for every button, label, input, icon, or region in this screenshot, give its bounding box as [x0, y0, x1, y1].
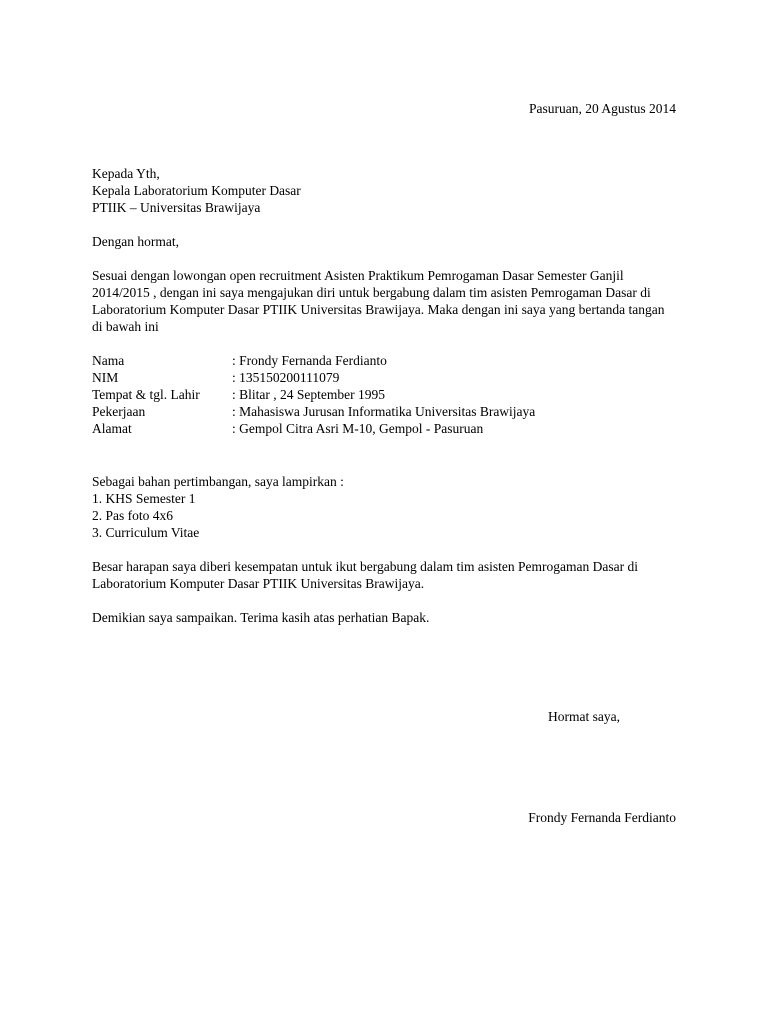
- attachments-intro: Sebagai bahan pertimbangan, saya lampirkan :: [92, 474, 344, 489]
- detail-value: : Blitar , 24 September 1995: [232, 387, 385, 402]
- detail-label: Tempat & tgl. Lahir: [92, 387, 200, 402]
- signature-name: Frondy Fernanda Ferdianto: [528, 810, 676, 825]
- attachment-item: 1. KHS Semester 1: [92, 491, 196, 506]
- detail-row: [92, 369, 676, 386]
- attachment-item: 3. Curriculum Vitae: [92, 525, 200, 540]
- final-paragraph: Demikian saya sampaikan. Terima kasih atas perhatian Bapak.: [92, 610, 430, 625]
- recipient-line: PTIIK – Universitas Brawijaya: [92, 200, 261, 215]
- recipient-block: [92, 165, 676, 216]
- details-block: [92, 352, 676, 437]
- opening-paragraph: Sesuai dengan lowongan open recruitment Asisten Praktikum Pemrogaman Dasar Semester Ganjil 2014/2015 , dengan ini saya mengajukan diri untuk bergabung dalam tim asisten Pemrogaman Dasar di Laboratorium Komputer Dasar PTIIK Universitas Brawijaya. Maka dengan ini saya yang bertanda tangan di bawah ini: [92, 268, 665, 334]
- detail-label: Pekerjaan: [92, 404, 146, 419]
- closing-paragraph: Besar harapan saya diberi kesempatan untuk ikut bergabung dalam tim asisten Pemrogaman Dasar di Laboratorium Komputer Dasar PTIIK Universitas Brawijaya.: [92, 559, 638, 591]
- detail-label: NIM: [92, 370, 119, 385]
- detail-row: [92, 420, 676, 437]
- dateline: Pasuruan, 20 Agustus 2014: [528, 101, 676, 116]
- detail-value: : 135150200111079: [232, 370, 340, 385]
- detail-row: [92, 386, 676, 403]
- salutation: Dengan hormat,: [92, 234, 179, 249]
- detail-value: : Gempol Citra Asri M-10, Gempol - Pasuruan: [232, 421, 484, 436]
- attachment-item: 2. Pas foto 4x6: [92, 508, 173, 523]
- signoff: Hormat saya,: [548, 709, 620, 724]
- detail-value: : Frondy Fernanda Ferdianto: [232, 353, 387, 368]
- recipient-line: Kepala Laboratorium Komputer Dasar: [92, 183, 301, 198]
- detail-row: [92, 403, 676, 420]
- detail-label: Nama: [92, 353, 125, 368]
- detail-row: [92, 352, 676, 369]
- recipient-line: Kepada Yth,: [92, 166, 160, 181]
- attachments-block: [92, 473, 676, 541]
- detail-value: : Mahasiswa Jurusan Informatika Universitas Brawijaya: [232, 404, 536, 419]
- detail-label: Alamat: [92, 421, 132, 436]
